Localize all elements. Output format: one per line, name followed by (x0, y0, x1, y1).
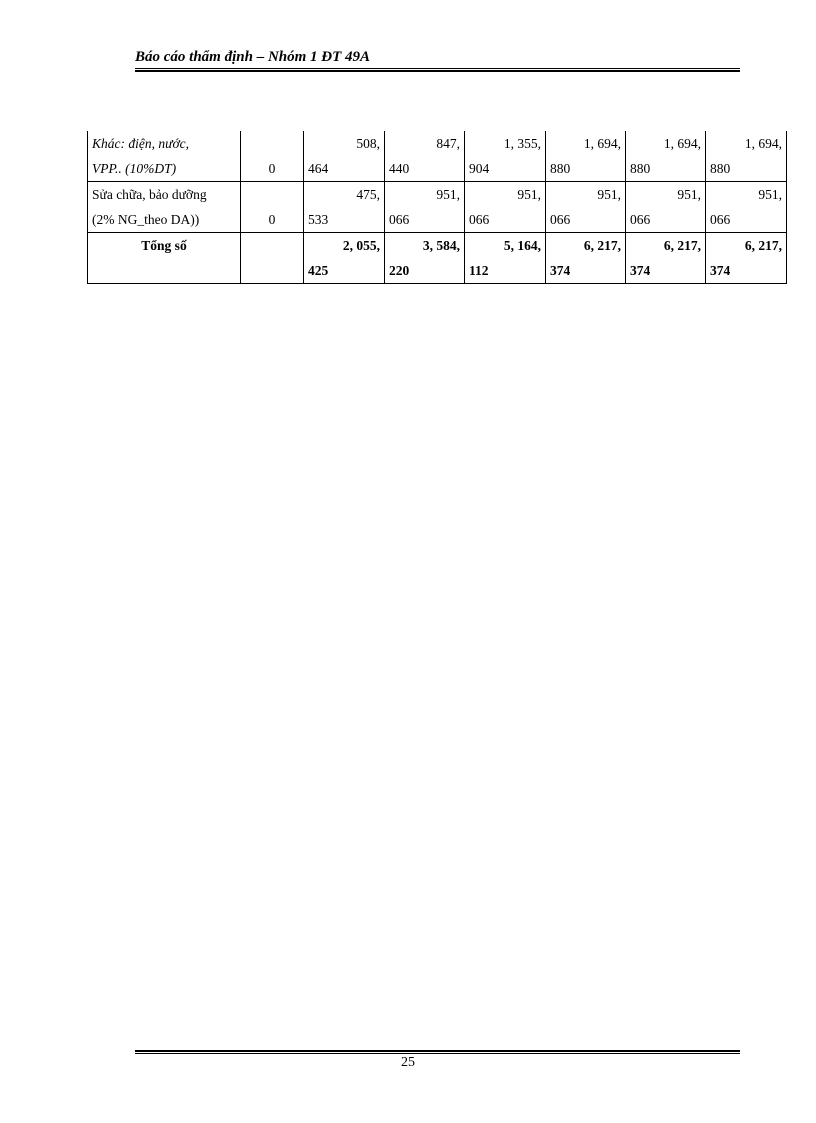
value-cell (304, 131, 385, 182)
value-bottom: 374 (710, 263, 731, 278)
total-value-cell (706, 233, 787, 284)
value-top: 951, (517, 187, 541, 202)
value-bottom: 374 (550, 263, 571, 278)
value-cell (706, 131, 787, 182)
footer-rule-thick (135, 1050, 740, 1052)
value-cell (465, 182, 546, 233)
value-top: 6, 217, (583, 238, 621, 253)
value-bottom: 374 (630, 263, 651, 278)
value-bottom: 066 (710, 212, 731, 227)
value-cell (304, 182, 385, 233)
value-bottom: 425 (308, 263, 329, 278)
value-bottom: 533 (308, 212, 329, 227)
header-rule-thin (135, 68, 740, 69)
header-rule (135, 68, 740, 73)
value-top: 2, 055, (342, 238, 380, 253)
value-bottom: 464 (308, 161, 329, 176)
row-label-line2: (2% NG_theo DA)) (92, 212, 200, 227)
table-row (88, 131, 787, 182)
value-top: 5, 164, (503, 238, 541, 253)
value-bottom: 066 (550, 212, 571, 227)
value-bottom: 880 (630, 161, 651, 176)
value-top: 508, (356, 136, 380, 151)
row-label-line2: VPP.. (10%DT) (92, 161, 177, 176)
value-cell (385, 182, 465, 233)
year0-value: 0 (268, 212, 276, 227)
cost-table (87, 131, 787, 284)
value-bottom: 880 (550, 161, 571, 176)
total-value-cell (465, 233, 546, 284)
value-top: 951, (758, 187, 782, 202)
value-cell (706, 182, 787, 233)
row-label-line1: Sửa chữa, bảo dưỡng (92, 187, 207, 202)
value-top: 1, 694, (583, 136, 621, 151)
value-bottom: 880 (710, 161, 731, 176)
header-title: Báo cáo thẩm định – Nhóm 1 ĐT 49A (135, 49, 371, 65)
value-top: 847, (436, 136, 460, 151)
value-cell (626, 131, 706, 182)
header-rule-thick (135, 70, 740, 72)
table-row-total (88, 233, 787, 284)
year0-cell (241, 233, 304, 284)
row-label-cell (88, 182, 241, 233)
value-bottom: 066 (389, 212, 410, 227)
total-value-cell (546, 233, 626, 284)
value-top: 951, (436, 187, 460, 202)
value-cell (626, 182, 706, 233)
total-label-cell: Tổng số (88, 233, 241, 284)
total-value-cell (385, 233, 465, 284)
total-value-cell (626, 233, 706, 284)
value-bottom: 066 (630, 212, 651, 227)
value-bottom: 904 (469, 161, 490, 176)
row-label-cell (88, 131, 241, 182)
page-number: 25 (401, 1055, 415, 1070)
value-cell (546, 182, 626, 233)
value-top: 6, 217, (663, 238, 701, 253)
value-top: 475, (356, 187, 380, 202)
value-top: 1, 694, (744, 136, 782, 151)
year0-cell (241, 182, 304, 233)
value-cell (546, 131, 626, 182)
value-bottom: 066 (469, 212, 490, 227)
year0-cell (241, 131, 304, 182)
value-top: 951, (677, 187, 701, 202)
value-top: 3, 584, (422, 238, 460, 253)
value-bottom: 112 (469, 263, 489, 278)
table-row (88, 182, 787, 233)
row-label-line1: Khác: điện, nước, (92, 136, 190, 151)
total-value-cell (304, 233, 385, 284)
value-bottom: 440 (389, 161, 410, 176)
year0-value: 0 (268, 161, 276, 176)
value-top: 6, 217, (744, 238, 782, 253)
value-cell (385, 131, 465, 182)
value-top: 1, 694, (663, 136, 701, 151)
footer-rule-thin (135, 1053, 740, 1054)
value-top: 951, (597, 187, 621, 202)
value-top: 1, 355, (503, 136, 541, 151)
value-cell (465, 131, 546, 182)
value-bottom: 220 (389, 263, 410, 278)
